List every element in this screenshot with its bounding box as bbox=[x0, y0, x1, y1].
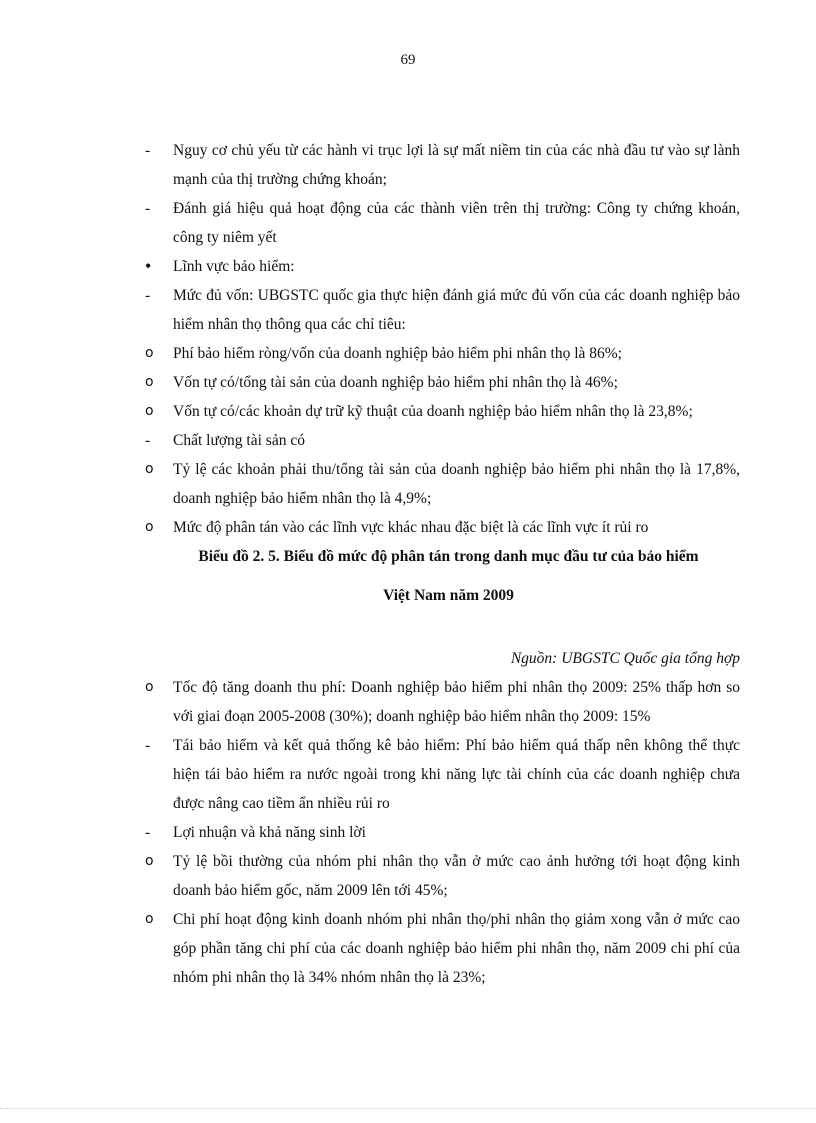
document-body bbox=[145, 136, 740, 992]
dash-bullet-icon: - bbox=[145, 142, 151, 159]
list-item-text: Vốn tự có/tổng tài sản của doanh nghiệp bảo hiểm phi nhân thọ là 46%; bbox=[173, 374, 618, 391]
list-item-text: Lĩnh vực bảo hiểm: bbox=[173, 258, 295, 275]
list-item bbox=[145, 455, 740, 513]
circle-bullet-icon: o bbox=[145, 374, 154, 390]
list-item-text: Tái bảo hiểm và kết quả thống kê bảo hiểm: Phí bảo hiểm quá thấp nên không thể thực hiện tái bảo hiểm ra nước ngoài trong khi năng lực tài chính của các doanh nghiệp chưa được nâng cao tiềm ẩn nhiều rủi ro bbox=[173, 737, 740, 812]
list-item bbox=[145, 513, 740, 542]
page-number: 69 bbox=[400, 52, 416, 68]
list-section-b bbox=[145, 673, 740, 992]
list-item-text: Tỷ lệ bồi thường của nhóm phi nhân thọ vẫn ở mức cao ảnh hưởng tới hoạt động kinh doanh bảo hiểm gốc, năm 2009 lên tới 45%; bbox=[173, 853, 740, 899]
source-note: Nguồn: UBGSTC Quốc gia tổng hợp bbox=[510, 650, 740, 667]
list-item-text: Tỷ lệ các khoản phải thu/tổng tài sản của doanh nghiệp bảo hiểm phi nhân thọ là 17,8%, doanh nghiệp bảo hiểm nhân thọ là 4,9%; bbox=[173, 461, 740, 507]
dot-bullet-icon: • bbox=[145, 256, 152, 276]
list-item bbox=[145, 905, 740, 992]
list-item-text: Phí bảo hiểm ròng/vốn của doanh nghiệp bảo hiểm phi nhân thọ là 86%; bbox=[173, 345, 622, 362]
circle-bullet-icon: o bbox=[145, 461, 154, 477]
list-item bbox=[145, 136, 740, 194]
list-item-text: Vốn tự có/các khoản dự trữ kỹ thuật của doanh nghiệp bảo hiểm nhân thọ là 23,8%; bbox=[173, 403, 693, 420]
list-item bbox=[145, 731, 740, 818]
dash-bullet-icon: - bbox=[145, 432, 151, 449]
list-item-text: Tốc độ tăng doanh thu phí: Doanh nghiệp bảo hiểm phi nhân thọ 2009: 25% thấp hơn so với giai đoạn 2005-2008 (30%); doanh nghiệp bảo hiểm nhân thọ 2009: 15% bbox=[173, 679, 740, 725]
circle-bullet-icon: o bbox=[145, 853, 154, 869]
list-item bbox=[145, 673, 740, 731]
list-section-a bbox=[145, 136, 740, 542]
circle-bullet-icon: o bbox=[145, 345, 154, 361]
list-item bbox=[145, 368, 740, 397]
chart-caption-line-1: Biểu đồ 2. 5. Biểu đồ mức độ phân tán trong danh mục đầu tư của bảo hiểm bbox=[198, 548, 699, 565]
circle-bullet-icon: o bbox=[145, 679, 154, 695]
list-item bbox=[145, 397, 740, 426]
chart-caption-line-2: Việt Nam năm 2009 bbox=[383, 587, 514, 604]
list-item bbox=[145, 426, 740, 455]
list-item-text: Nguy cơ chủ yếu từ các hành vi trục lợi là sự mất niềm tin của các nhà đầu tư vào sự lành mạnh của thị trường chứng khoán; bbox=[173, 142, 740, 188]
list-item bbox=[145, 818, 740, 847]
list-item bbox=[145, 339, 740, 368]
list-item-text: Chất lượng tài sản có bbox=[173, 432, 305, 449]
footer-rule bbox=[0, 1108, 816, 1109]
list-item-text: Lợi nhuận và khả năng sinh lời bbox=[173, 824, 366, 841]
list-item-text: Đánh giá hiệu quả hoạt động của các thành viên trên thị trường: Công ty chứng khoán, công ty niêm yết bbox=[173, 200, 740, 246]
dash-bullet-icon: - bbox=[145, 737, 151, 754]
list-item bbox=[145, 847, 740, 905]
list-item bbox=[145, 194, 740, 252]
list-item-text: Mức đủ vốn: UBGSTC quốc gia thực hiện đánh giá mức đủ vốn của các doanh nghiệp bảo hiểm nhân thọ thông qua các chỉ tiêu: bbox=[173, 287, 740, 333]
dash-bullet-icon: - bbox=[145, 287, 151, 304]
dash-bullet-icon: - bbox=[145, 200, 151, 217]
dash-bullet-icon: - bbox=[145, 824, 151, 841]
list-item-text: Mức độ phân tán vào các lĩnh vực khác nhau đặc biệt là các lĩnh vực ít rủi ro bbox=[173, 519, 649, 536]
circle-bullet-icon: o bbox=[145, 911, 154, 927]
list-item bbox=[145, 281, 740, 339]
circle-bullet-icon: o bbox=[145, 519, 154, 535]
list-item-text: Chi phí hoạt động kinh doanh nhóm phi nhân thọ/phi nhân thọ giảm xong vẫn ở mức cao góp phần tăng chi phí của các doanh nghiệp bảo hiểm phi nhân thọ, năm 2009 chi phí của nhóm phi nhân thọ là 34% nhóm nhân thọ là 23%; bbox=[173, 911, 740, 986]
circle-bullet-icon: o bbox=[145, 403, 154, 419]
list-item bbox=[145, 252, 740, 281]
